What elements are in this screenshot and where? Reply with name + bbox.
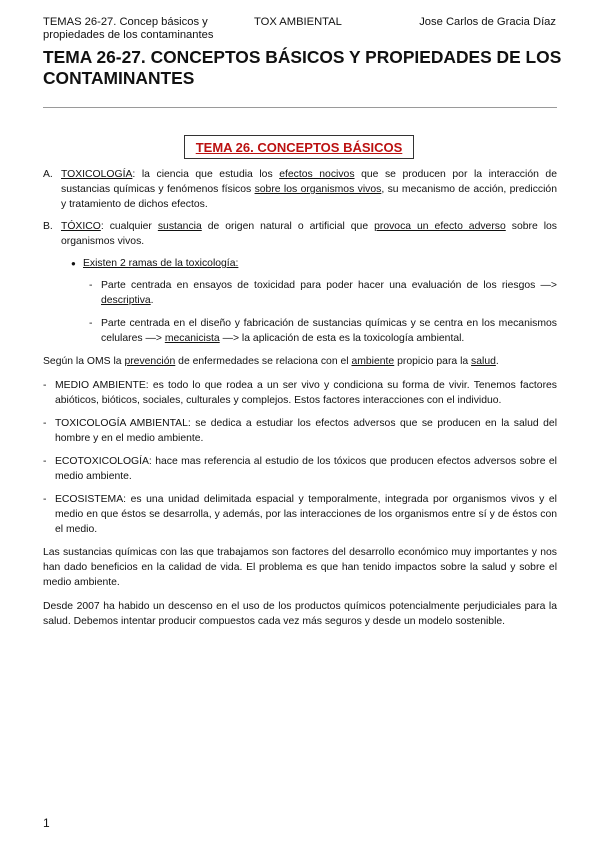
text-fragment: que se producen por la interacción de sustancias químicas y fenómenos físicos xyxy=(61,169,557,195)
underlined-text: ambiente xyxy=(351,356,395,367)
definition-ecosistema xyxy=(43,492,557,537)
underlined-text: descriptiva xyxy=(101,295,151,306)
header-subject: TOX AMBIENTAL xyxy=(254,16,342,28)
title-divider xyxy=(43,107,557,108)
list-marker: B. xyxy=(43,221,53,232)
text-fragment: . xyxy=(495,356,499,367)
definition-text: ECOTOXICOLOGÍA: hace mas referencia al estudio de los tóxicos que producen efectos adversos sobre el medio ambiente. xyxy=(55,456,557,482)
underlined-text: mecanicista xyxy=(164,333,220,344)
branches-heading: Existen 2 ramas de la toxicología: xyxy=(83,258,239,269)
text-fragment: de origen natural o artificial que xyxy=(201,221,375,232)
list-marker: - xyxy=(89,318,93,329)
definition-toxicologia-ambiental xyxy=(43,416,557,446)
paragraph-sustancias: Las sustancias químicas con las que trabajamos son factores del desarrollo económico muy importantes y nos han dado beneficios en la calidad de vida. El problema es que han tenido impactos sobre la salud y sobre el medio ambiente. xyxy=(43,547,557,588)
term-toxicologia: TOXICOLOGÍA xyxy=(61,169,133,180)
underlined-text: prevención xyxy=(124,356,176,367)
term-toxico: TÓXICO xyxy=(61,221,101,232)
underlined-text: provoca un efecto adverso xyxy=(374,221,506,232)
header-document-title: TEMAS 26-27. Concep básicos y propiedades de los contaminantes xyxy=(43,16,214,41)
underlined-text: efectos nocivos xyxy=(279,169,355,180)
section-title-box xyxy=(184,135,414,159)
definition-text: MEDIO AMBIENTE: es todo lo que rodea a un ser vivo y condiciona su forma de vivir. Tenemos factores abióticos, bióticos, sociales, culturales y complejos. Estos factores interacciones con el individuo. xyxy=(55,380,557,406)
text-fragment: : la ciencia que estudia los xyxy=(132,169,280,180)
page-title: TEMA 26-27. CONCEPTOS BÁSICOS Y PROPIEDADES DE LOS CONTAMINANTES xyxy=(43,47,562,88)
text-fragment: Según la OMS la xyxy=(43,356,125,367)
branch-descriptive xyxy=(83,278,557,308)
text-fragment: sobre los organismos vivos. xyxy=(61,221,557,247)
underlined-text: sustancia xyxy=(157,221,202,232)
text-fragment: , su mecanismo de acción, predicción y tratamiento de dichos efectos. xyxy=(61,184,557,210)
definition-text: ECOSISTEMA: es una unidad delimitada espacial y temporalmente, integrada por organismos vivos y el medio en que éstos se desarrolla, y además, por las interacciones de los organismos entre sí y de éstos con el medio. xyxy=(55,494,557,535)
branch-mechanistic xyxy=(83,316,557,346)
definition-toxico xyxy=(43,219,557,249)
definition-toxicologia xyxy=(43,167,557,212)
text-fragment: —> la aplicación de esta es la toxicología ambiental. xyxy=(219,333,465,344)
text-fragment: Parte centrada en el diseño y fabricación de sustancias químicas y se centra en los mecanismos celulares —> xyxy=(101,318,557,344)
branches-bullet xyxy=(61,256,557,271)
page-number: 1 xyxy=(43,816,50,830)
text-fragment: . xyxy=(150,295,154,306)
underlined-text: salud xyxy=(471,356,496,367)
section-title: TEMA 26. CONCEPTOS BÁSICOS xyxy=(195,140,403,155)
document-body xyxy=(43,167,557,638)
text-fragment: Parte centrada en ensayos de toxicidad para poder hacer una evaluación de los riesgos —> xyxy=(101,280,557,291)
list-marker: A. xyxy=(43,169,53,180)
list-marker: - xyxy=(43,380,47,391)
list-marker: - xyxy=(89,280,93,291)
paragraph-desde-2007: Desde 2007 ha habido un descenso en el uso de los productos químicos potencialmente perjudiciales para la salud. Debemos intentar producir compuestos cada vez más seguros y desde un modelo sostenible. xyxy=(43,601,557,627)
underlined-text: sobre los organismos vivos xyxy=(254,184,382,195)
list-marker: - xyxy=(43,456,47,467)
text-fragment: : cualquier xyxy=(100,221,158,232)
definition-ecotoxicologia xyxy=(43,454,557,484)
oms-paragraph xyxy=(43,354,557,369)
definition-medio-ambiente xyxy=(43,378,557,408)
list-marker: - xyxy=(43,494,47,505)
list-marker: - xyxy=(43,418,47,429)
text-fragment: de enfermedades se relaciona con el xyxy=(175,356,352,367)
text-fragment: propicio para la xyxy=(394,356,472,367)
definition-text: TOXICOLOGÍA AMBIENTAL: se dedica a estudiar los efectos adversos que se producen en la salud del hombre y en el medio ambiente. xyxy=(55,418,557,444)
bullet-icon: ● xyxy=(71,259,76,268)
header-author: Jose Carlos de Gracia Díaz xyxy=(419,16,556,28)
